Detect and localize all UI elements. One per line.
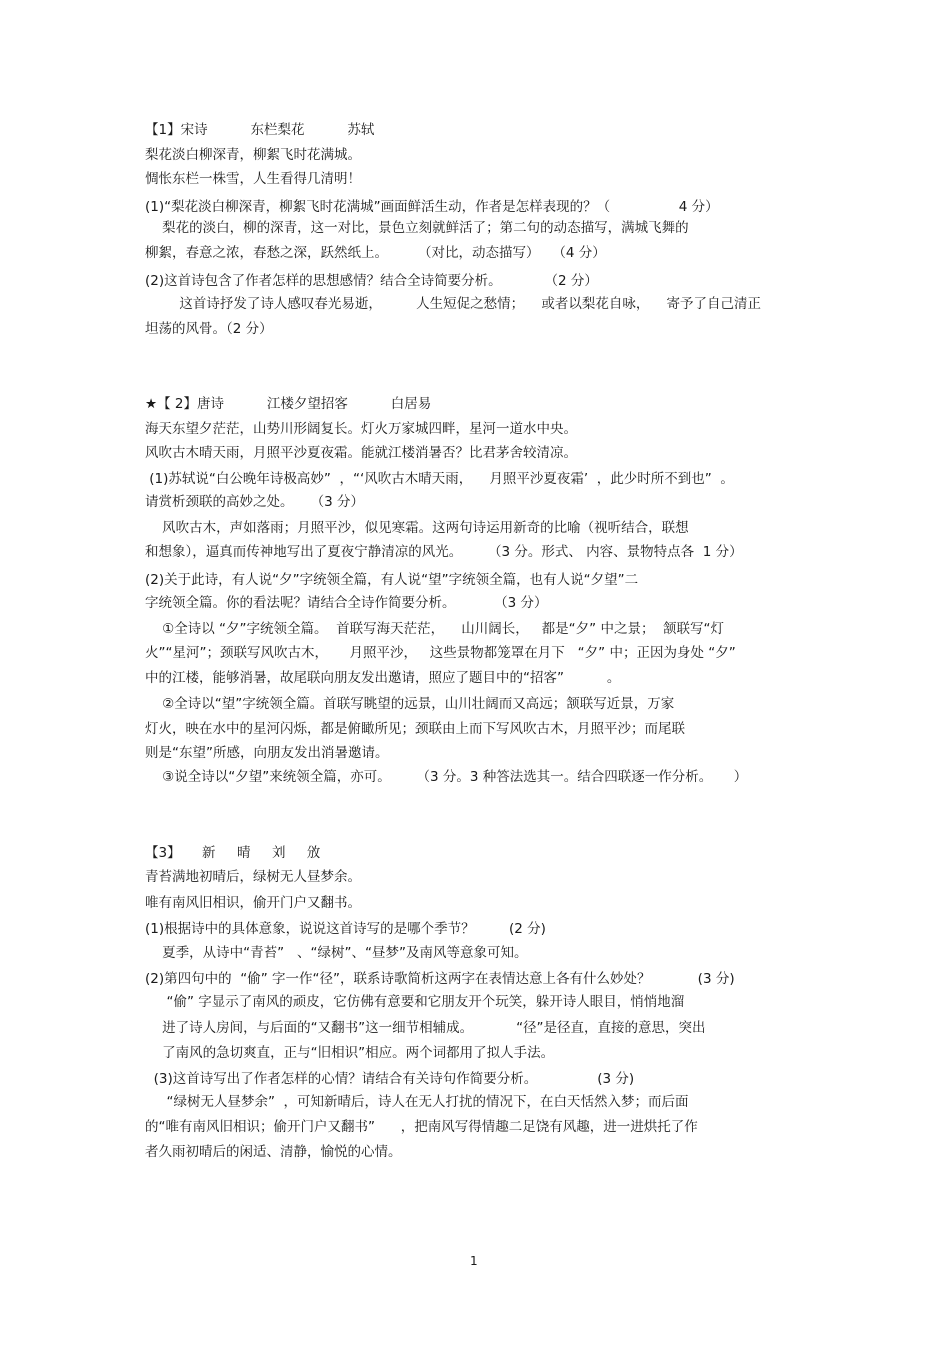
poem-line: 惆怅东栏一株雪，人生看得几清明！ xyxy=(145,171,361,187)
answer-text: 中的江楼，能够消暑，故尾联向朋友发出邀请，照应了题目中的“招客” 。 xyxy=(145,670,621,686)
question-text: (2)关于此诗，有人说“夕”字统领全篇，有人说“望”字统领全篇，也有人说“夕望”二 xyxy=(145,572,639,588)
question-text: (2)这首诗包含了作者怎样的思想感情？结合全诗简要分析。 （2 分） xyxy=(145,273,598,289)
question-text: (1)根据诗中的具体意象，说说这首诗写的是哪个季节？ (2 分) xyxy=(145,921,546,937)
answer-text: 灯火，映在水中的星河闪烁，都是俯瞰所见；颈联由上而下写风吹古木，月照平沙；而尾联 xyxy=(145,721,685,737)
answer-text: 的“唯有南风旧相识；偷开门户又翻书” ，把南风写得情趣二足饶有风趣，进一进烘托了作 xyxy=(145,1119,698,1135)
answer-text: 风吹古木，声如落雨；月照平沙，似见寒霜。这两句诗运用新奇的比喻（视听结合，联想 xyxy=(145,520,689,536)
poem-line: 风吹古木晴天雨，月照平沙夏夜霜。能就江楼消暑否？比君茅舍较清凉。 xyxy=(145,445,577,461)
page-number: 1 xyxy=(470,1254,478,1268)
section-1-heading: 【1】宋诗 东栏梨花 苏轼 xyxy=(145,122,375,138)
answer-text: 者久雨初晴后的闲适、清静，愉悦的心情。 xyxy=(145,1144,402,1160)
answer-text: 了南风的急切爽直，正与“旧相识”相应。两个词都用了拟人手法。 xyxy=(145,1045,555,1061)
answer-text: ①全诗以 “夕”字统领全篇。 首联写海天茫茫， 山川阔长， 都是“夕” 中之景； 颔联写“灯 xyxy=(145,621,725,637)
answer-text: 则是“东望”所感，向朋友发出消暑邀请。 xyxy=(145,745,389,761)
answer-text: 火”“星河”；颈联写风吹古木， 月照平沙， 这些景物都笼罩在月下 “夕” 中；正因为身处 “夕” xyxy=(145,645,736,661)
answer-text: 进了诗人房间，与后面的“又翻书”这一细节相辅成。 “径”是径直，直接的意思，突出 xyxy=(145,1020,706,1036)
poem-line: 唯有南风旧相识，偷开门户又翻书。 xyxy=(145,895,361,911)
question-text: (1)苏轼说“白公晚年诗极高妙” ，“‘风吹古木晴天雨， 月照平沙夏夜霜’ ，此少时所不到也” 。 xyxy=(145,471,734,487)
question-text: (2)第四句中的 “偷” 字一作“径”，联系诗歌简析这两字在表情达意上各有什么妙处？ (3 分) xyxy=(145,971,735,987)
answer-text: 梨花的淡白，柳的深青，这一对比，景色立刻就鲜活了；第二句的动态描写，满城飞舞的 xyxy=(145,220,689,236)
question-text: 请赏析颈联的高妙之处。 （3 分） xyxy=(145,494,365,510)
answer-text: 这首诗抒发了诗人感叹春光易逝， 人生短促之愁情； 或者以梨花自咏， 寄予了自己清正 xyxy=(145,296,761,312)
answer-text: 柳絮，春意之浓，春愁之深，跃然纸上。 （对比，动态描写） （4 分） xyxy=(145,245,606,261)
answer-text: 坦荡的风骨。（2 分） xyxy=(145,321,273,337)
answer-text: “绿树无人昼梦余” ，可知新晴后，诗人在无人打扰的情况下，在白天恬然入梦；而后面 xyxy=(145,1094,689,1110)
answer-text: 夏季，从诗中“青苔” 、“绿树”、“昼梦”及南风等意象可知。 xyxy=(145,945,528,961)
question-text: (1)“梨花淡白柳深青，柳絮飞时花满城”画面鲜活生动，作者是怎样表现的？（ 4 分） xyxy=(145,199,719,215)
answer-text: “偷” 字显示了南风的顽皮，它仿佛有意要和它朋友开个玩笑，躲开诗人眼目，悄悄地溜 xyxy=(145,994,685,1010)
poem-line: 青苔满地初晴后，绿树无人昼梦余。 xyxy=(145,869,361,885)
poem-line: 海天东望夕茫茫，山势川形阔复长。灯火万家城四畔，星河一道水中央。 xyxy=(145,421,577,437)
question-text: (3)这首诗写出了作者怎样的心情？请结合有关诗句作简要分析。 (3 分) xyxy=(145,1071,635,1087)
answer-text: ②全诗以“望”字统领全篇。首联写眺望的远景，山川壮阔而又高远；颔联写近景，万家 xyxy=(145,696,675,712)
section-3-heading: 【3】 新 晴 刘 攽 xyxy=(145,845,321,861)
poem-line: 梨花淡白柳深青，柳絮飞时花满城。 xyxy=(145,147,361,163)
question-text: 字统领全篇。你的看法呢？请结合全诗作简要分析。 （3 分） xyxy=(145,595,548,611)
answer-text: ③说全诗以“夕望”来统领全篇，亦可。 （3 分。3 种答法选其一。结合四联逐一作分析。 ） xyxy=(145,769,748,785)
section-2-heading: ★【 2】唐诗 江楼夕望招客 白居易 xyxy=(145,396,432,412)
answer-text: 和想象），逼真而传神地写出了夏夜宁静清凉的风光。 （3 分。形式、 内容、景物特点各 1 分） xyxy=(145,544,743,560)
